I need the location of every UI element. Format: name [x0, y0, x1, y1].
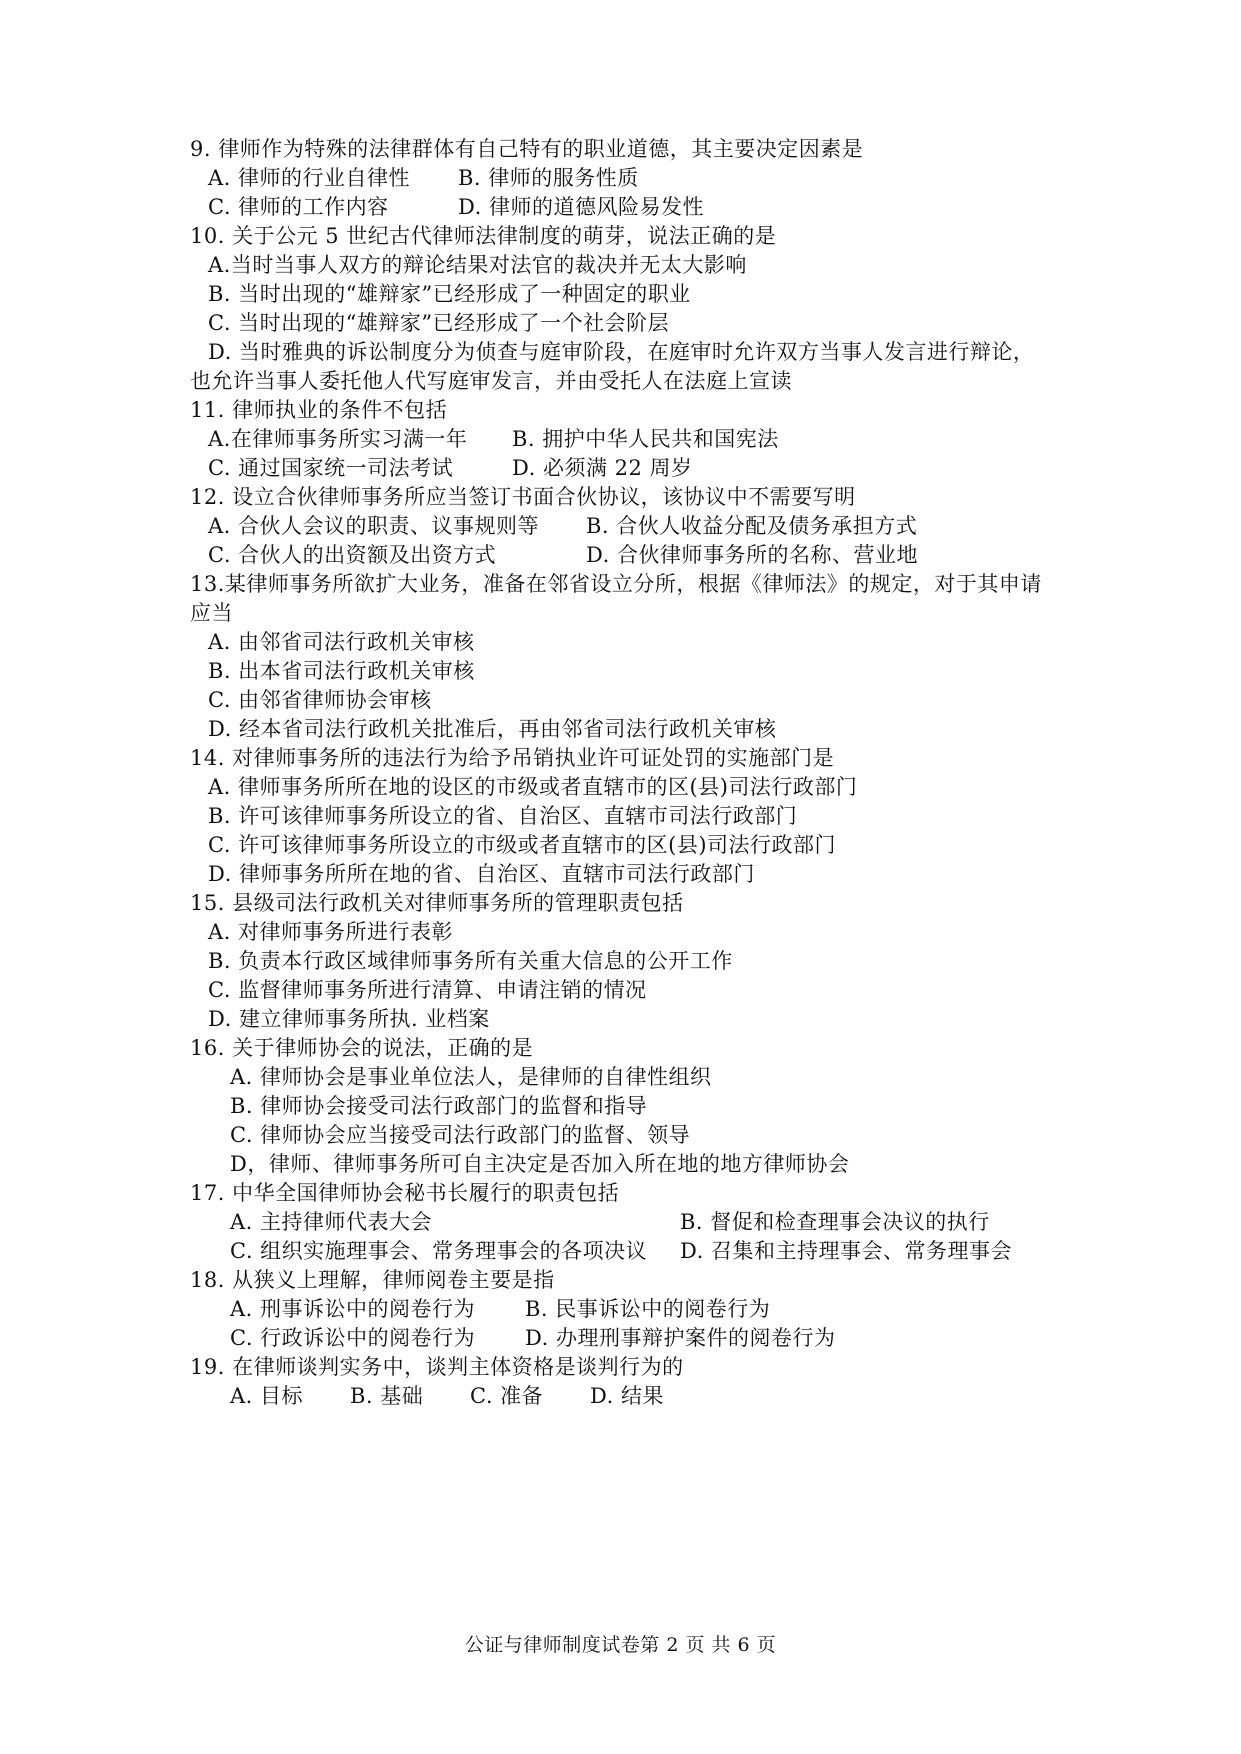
question-10-stem: 10. 关于公元 5 世纪古代律师法律制度的萌芽，说法正确的是 [190, 224, 777, 248]
question-10-option-d: D. 当时雅典的诉讼制度分为侦查与庭审阶段，在庭审时允许双方当事人发言进行辩论， [208, 340, 1035, 364]
question-9-option-c: C. 律师的工作内容 [208, 195, 389, 219]
question-17-option-b: B. 督促和检查理事会决议的执行 [680, 1210, 990, 1234]
question-15-option-a: A. 对律师事务所进行表彰 [208, 920, 454, 944]
question-15-option-b: B. 负责本行政区域律师事务所有关重大信息的公开工作 [208, 949, 733, 973]
question-12-stem: 12. 设立合伙律师事务所应当签订书面合伙协议，该协议中不需要写明 [190, 485, 856, 509]
question-14-stem: 14. 对律师事务所的违法行为给予吊销执业许可证处罚的实施部门是 [190, 746, 835, 770]
question-19-option-c: C. 准备 [470, 1384, 544, 1408]
question-18-option-b: B. 民事诉讼中的阅卷行为 [525, 1297, 771, 1321]
question-19-stem: 19. 在律师谈判实务中，谈判主体资格是谈判行为的 [190, 1355, 684, 1379]
question-12-option-d: D. 合伙律师事务所的名称、营业地 [586, 543, 918, 567]
question-9-option-a: A. 律师的行业自律性 [208, 166, 411, 190]
question-12-option-a: A. 合伙人会议的职责、议事规则等 [208, 514, 540, 538]
question-11-stem: 11. 律师执业的条件不包括 [190, 398, 448, 422]
question-19-option-d: D. 结果 [590, 1384, 664, 1408]
question-13-option-d: D. 经本省司法行政机关批准后，再由邻省司法行政机关审核 [208, 717, 777, 741]
question-17-stem: 17. 中华全国律师协会秘书长履行的职责包括 [190, 1181, 620, 1205]
question-13-option-a: A. 由邻省司法行政机关审核 [208, 630, 475, 654]
question-16-stem: 16. 关于律师协会的说法，正确的是 [190, 1036, 534, 1060]
question-9-option-b: B. 律师的服务性质 [458, 166, 639, 190]
question-16-option-b: B. 律师协会接受司法行政部门的监督和指导 [230, 1094, 648, 1118]
question-16-option-c: C. 律师协会应当接受司法行政部门的监督、领导 [230, 1123, 691, 1147]
question-13-stem-continued: 应当 [190, 601, 233, 625]
question-17-option-d: D. 召集和主持理事会、常务理事会 [680, 1239, 1012, 1263]
question-14-option-d: D. 律师事务所所在地的省、自治区、直辖市司法行政部门 [208, 862, 755, 886]
question-13-option-b: B. 出本省司法行政机关审核 [208, 659, 475, 683]
question-15-option-d: D. 建立律师事务所执. 业档案 [208, 1007, 490, 1031]
question-10-option-c: C. 当时出现的“雄辩家”已经形成了一个社会阶层 [208, 311, 670, 335]
question-16-option-d: D，律师、律师事务所可自主决定是否加入所在地的地方律师协会 [230, 1152, 850, 1176]
question-12-option-b: B. 合伙人收益分配及债务承担方式 [586, 514, 918, 538]
question-18-stem: 18. 从狭义上理解，律师阅卷主要是指 [190, 1268, 555, 1292]
question-17-option-a: A. 主持律师代表大会 [230, 1210, 433, 1234]
question-19-option-a: A. 目标 [230, 1384, 304, 1408]
question-19-option-b: B. 基础 [350, 1384, 424, 1408]
question-10-option-b: B. 当时出现的“雄辩家”已经形成了一种固定的职业 [208, 282, 691, 306]
page-footer: 公证与律师制度试卷第 2 页 共 6 页 [464, 1634, 777, 1656]
question-11-option-a: A.在律师事务所实习满一年 [208, 427, 468, 451]
question-11-option-b: B. 拥护中华人民共和国宪法 [512, 427, 779, 451]
question-13-option-c: C. 由邻省律师协会审核 [208, 688, 432, 712]
question-9-option-d: D. 律师的道德风险易发性 [458, 195, 704, 219]
question-10-option-a: A.当时当事人双方的辩论结果对法官的裁决并无太大影响 [208, 253, 747, 277]
question-11-option-c: C. 通过国家统一司法考试 [208, 456, 454, 480]
question-15-stem: 15. 县级司法行政机关对律师事务所的管理职责包括 [190, 891, 684, 915]
question-15-option-c: C. 监督律师事务所进行清算、申请注销的情况 [208, 978, 647, 1002]
question-18-option-c: C. 行政诉讼中的阅卷行为 [230, 1326, 476, 1350]
question-10-option-d-continued: 也允许当事人委托他人代写庭审发言，并由受托人在法庭上宣读 [190, 369, 792, 393]
question-18-option-d: D. 办理刑事辩护案件的阅卷行为 [525, 1326, 836, 1350]
question-18-option-a: A. 刑事诉讼中的阅卷行为 [230, 1297, 476, 1321]
question-11-option-d: D. 必须满 22 周岁 [512, 456, 693, 480]
question-16-option-a: A. 律师协会是事业单位法人，是律师的自律性组织 [230, 1065, 712, 1089]
question-13-stem: 13.某律师事务所欲扩大业务，准备在邻省设立分所，根据《律师法》的规定，对于其申请 [190, 572, 1042, 596]
question-14-option-b: B. 许可该律师事务所设立的省、自治区、直辖市司法行政部门 [208, 804, 798, 828]
question-17-option-c: C. 组织实施理事会、常务理事会的各项决议 [230, 1239, 648, 1263]
question-14-option-c: C. 许可该律师事务所设立的市级或者直辖市的区(县)司法行政部门 [208, 833, 837, 857]
question-14-option-a: A. 律师事务所所在地的设区的市级或者直辖市的区(县)司法行政部门 [208, 775, 858, 799]
question-9-stem: 9. 律师作为特殊的法律群体有自己特有的职业道德，其主要决定因素是 [190, 137, 864, 161]
question-12-option-c: C. 合伙人的出资额及出资方式 [208, 543, 497, 567]
